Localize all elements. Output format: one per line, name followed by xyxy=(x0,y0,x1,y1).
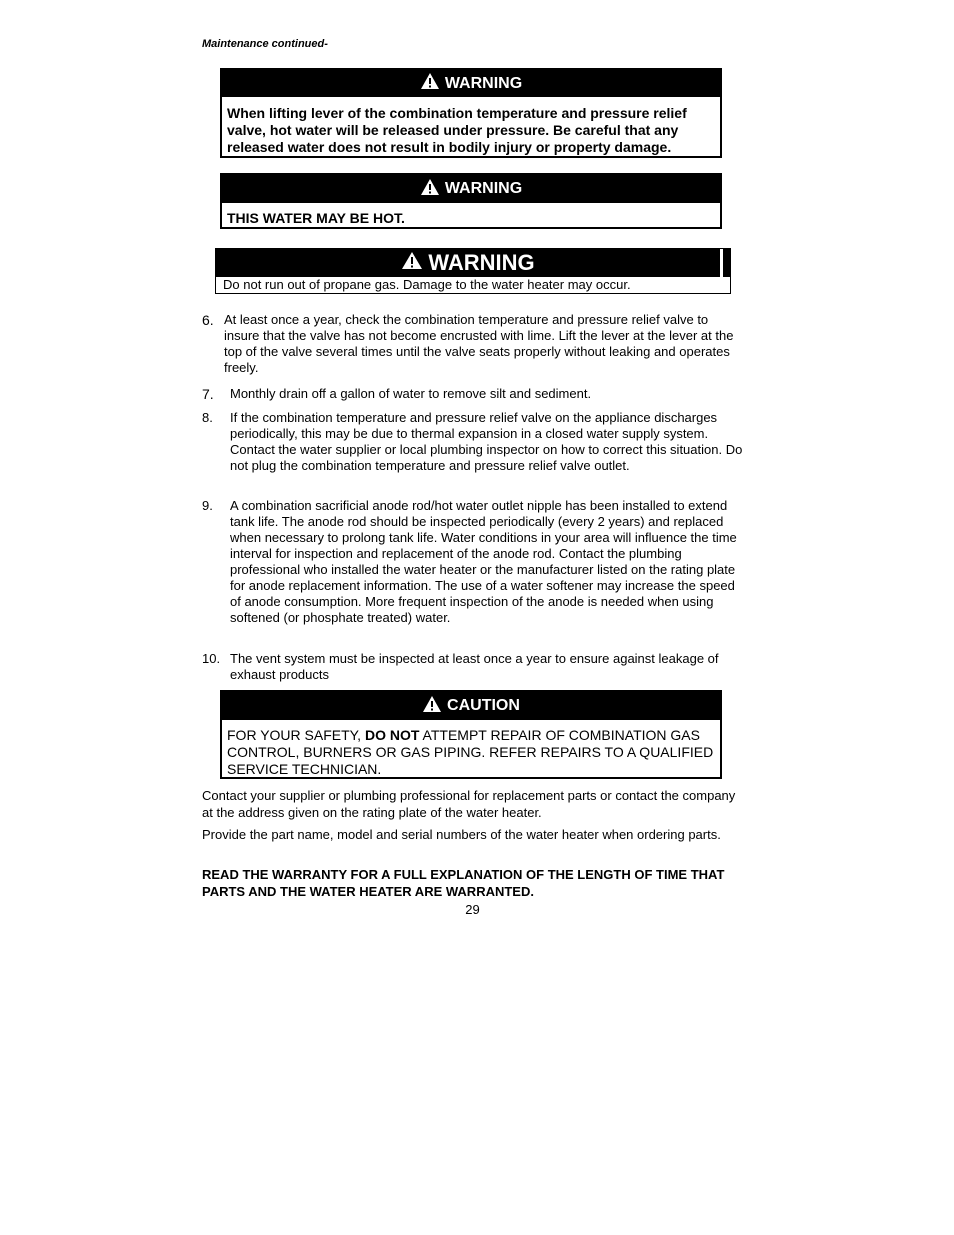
warning-triangle-icon xyxy=(420,178,440,201)
item-number: 7. xyxy=(202,386,214,402)
caution-header xyxy=(222,692,720,720)
contact-paragraph: Contact your supplier or plumbing professional for replacement parts or contact the company at the address given on the rating plate of the water heater. xyxy=(202,788,736,820)
warning-triangle-icon xyxy=(420,72,440,95)
item-text: A combination sacrificial anode rod/hot water outlet nipple has been installed to extend tank life. The anode rod should be inspected periodically (every 2 years) and replaced when necessary to prolong tank life. Water conditions in your area will influence the time interval for inspection and replacement of the anode rod. Contact the plumbing professional who installed the water heater or the manufacturer listed on the rating plate for anode replacement information. The use of a water softener may increase the speed of anode consumption. More frequent inspection of the anode is needed when using softened (or phosphate treated) water. xyxy=(230,498,737,625)
warning-title: WARNING xyxy=(444,180,523,197)
item-number: 8. xyxy=(202,410,213,425)
warning-text: Do not run out of propane gas. Damage to the water heater may occur. xyxy=(223,277,631,292)
warning-box-lever xyxy=(220,68,722,158)
item-text: Monthly drain off a gallon of water to remove silt and sediment. xyxy=(230,386,592,401)
caution-text-start: FOR YOUR SAFETY, xyxy=(227,727,365,743)
warning-text: THIS WATER MAY BE HOT. xyxy=(227,210,405,226)
item-number: 9. xyxy=(202,498,213,513)
caution-title: CAUTION xyxy=(447,697,520,714)
warning-box-propane xyxy=(215,248,731,294)
warranty-paragraph: READ THE WARRANTY FOR A FULL EXPLANATION OF THE LENGTH OF TIME THAT PARTS AND THE WATER HEATER ARE WARRANTED. xyxy=(202,867,725,899)
warning-title: WARNING xyxy=(428,250,535,275)
caution-text xyxy=(222,720,720,778)
header-stripe xyxy=(723,249,730,277)
item-text: The vent system must be inspected at least once a year to ensure against leakage of exhaust products xyxy=(230,651,719,682)
warning-header xyxy=(222,175,720,203)
caution-text-emphasis: DO NOT xyxy=(364,727,420,743)
warning-header xyxy=(216,249,722,277)
warning-triangle-icon xyxy=(401,250,423,276)
caution-box xyxy=(220,690,722,779)
caution-text-end: ATTEMPT REPAIR OF COMBINATION GAS CONTROL, BURNERS OR GAS PIPING. REFER REPAIRS TO A QUALIFIED SERVICE TECHNICIAN. xyxy=(227,727,714,777)
warning-title: WARNING xyxy=(444,74,523,92)
item-number: 10. xyxy=(202,651,221,666)
page-number: 29 xyxy=(465,902,480,917)
section-header: Maintenance continued- xyxy=(202,38,328,50)
item-number: 6. xyxy=(202,312,214,328)
provide-paragraph: Provide the part name, model and serial numbers of the water heater when ordering parts. xyxy=(202,827,721,842)
item-text: At least once a year, check the combination temperature and pressure relief valve to insure that the valve has not become encrusted with lime. Lift the lever at the lever at the top of the valve several times until the valve seats properly without leaking and operates freely. xyxy=(224,312,734,375)
warning-box-hot-water xyxy=(220,173,722,229)
warning-text: When lifting lever of the combination temperature and pressure relief valve, hot water will be released under pressure. Be careful that any released water does not result in bodily injury or property damage. xyxy=(227,105,687,155)
warning-triangle-icon xyxy=(422,695,442,718)
item-text: If the combination temperature and pressure relief valve on the appliance discharges periodically, this may be due to thermal expansion in a closed water supply system. Contact the water supplier or local plumbing inspector on how to correct this situation. Do not plug the combination temperature and pressure relief valve outlet. xyxy=(230,410,743,473)
warning-header xyxy=(222,70,720,97)
